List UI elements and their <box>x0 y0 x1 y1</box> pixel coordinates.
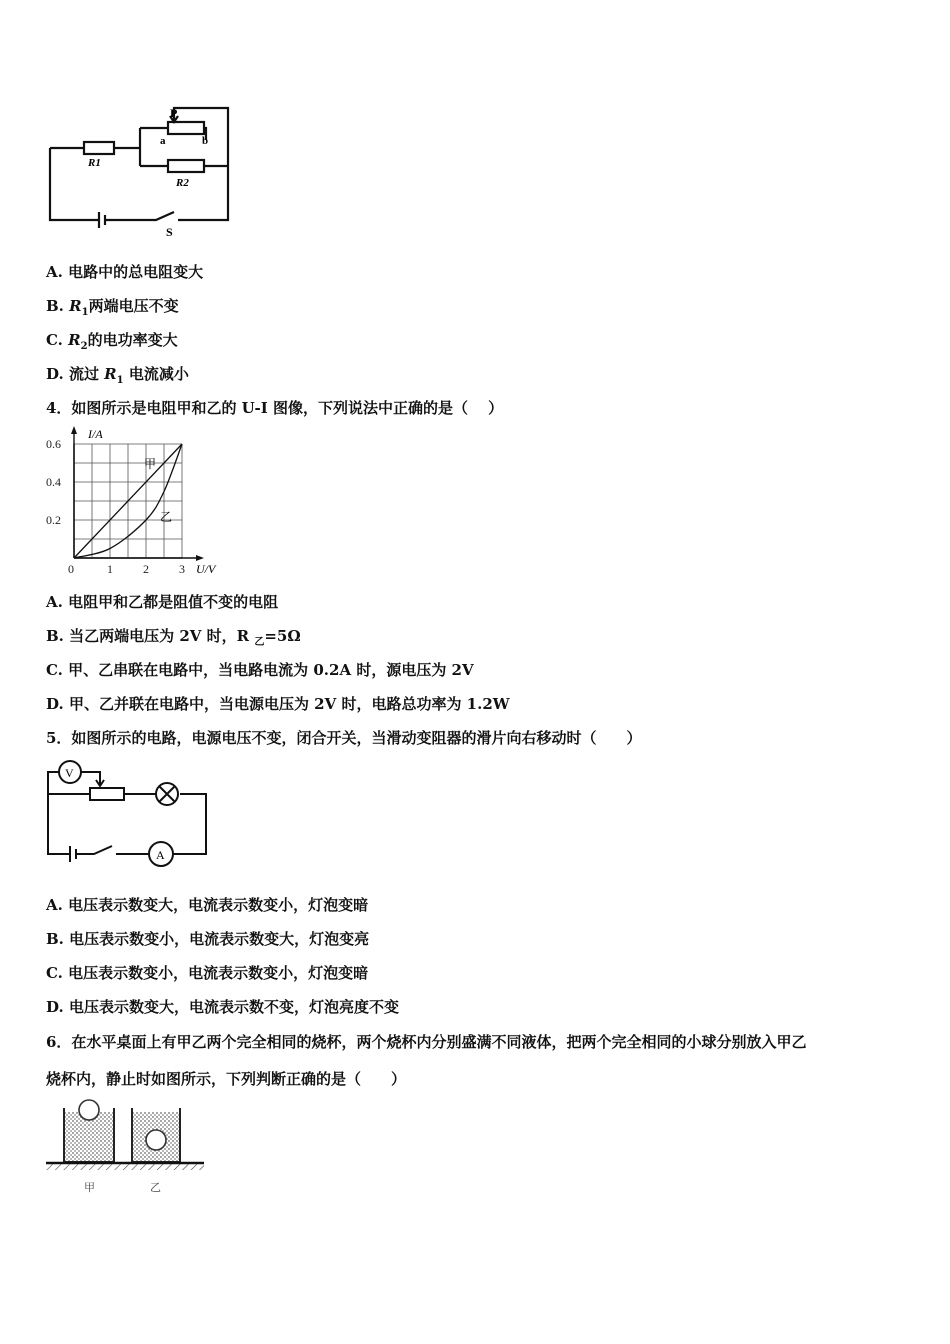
q5-stem: 5．如图所示的电路，电源电压不变，闭合开关，当滑动变阻器的滑片向右移动时（ ） <box>46 729 642 747</box>
q4-ui-chart <box>44 424 244 582</box>
x-axis-arrow <box>196 555 204 561</box>
q4-option-c: C. 甲、乙串联在电路中，当电路电流为 0.2A 时，源电压为 2V <box>46 661 474 679</box>
label-r2: R2 <box>176 177 189 189</box>
q3-option-c: C. $R_2$的电功率变大 <box>46 331 178 352</box>
y-tick-label: 0.4 <box>46 475 61 489</box>
rheostat <box>168 122 204 134</box>
r2-resistor <box>168 160 204 172</box>
label-yi: 乙 <box>150 1182 161 1194</box>
q5-option-d: D. 电压表示数变大，电流表示数不变，灯泡亮度不变 <box>46 998 399 1016</box>
x-tick-label: 0 <box>68 562 74 576</box>
ammeter-label: A <box>156 848 165 862</box>
q5-circuit-figure <box>44 758 210 874</box>
q5-option-a: A. 电压表示数变大，电流表示数变小，灯泡变暗 <box>46 896 369 914</box>
chart-y-axis-label: I/A <box>88 427 103 441</box>
y-tick-label: 0.6 <box>46 437 61 451</box>
q4-option-b: B. 当乙两端电压为 2V 时，R $_乙$=5Ω <box>46 627 301 648</box>
ball-jia <box>79 1100 99 1120</box>
q4-stem: 4．如图所示是电阻甲和乙的 U-I 图像，下列说法中正确的是（ ） <box>46 399 504 417</box>
series-label-yi: 乙 <box>160 510 173 524</box>
label-p: P <box>170 106 178 120</box>
x-tick-label: 2 <box>143 562 149 576</box>
chart-x-axis-label: U/V <box>196 562 216 576</box>
label-jia: 甲 <box>84 1182 95 1194</box>
label-r1: R1 <box>88 157 101 169</box>
table-hatch <box>46 1164 204 1170</box>
q5-option-b: B. 电压表示数变小，电流表示数变大，灯泡变亮 <box>46 930 370 948</box>
q3-option-d: D. 流过 $R_1$ 电流减小 <box>46 365 189 386</box>
slider-rheostat <box>90 788 124 800</box>
y-axis-arrow <box>71 426 77 434</box>
q6-beakers-figure <box>44 1096 208 1196</box>
label-a: a <box>160 135 166 147</box>
label-s: S <box>166 225 173 239</box>
q3-option-b: B. $R_1$两端电压不变 <box>46 297 179 318</box>
r1-resistor <box>84 142 114 154</box>
q4-option-d: D. 甲、乙并联在电路中，当电源电压为 2V 时，电路总功率为 1.2W <box>46 695 510 713</box>
y-tick-label: 0.2 <box>46 513 61 527</box>
ball-yi <box>146 1130 166 1150</box>
q5-option-c: C. 电压表示数变小，电流表示数变小，灯泡变暗 <box>46 964 369 982</box>
q6-stem-line1: 6．在水平桌面上有甲乙两个完全相同的烧杯，两个烧杯内分别盛满不同液体，把两个完全相同的小球分别放入甲乙 <box>46 1033 807 1051</box>
q3-option-a: A. 电路中的总电阻变大 <box>46 263 204 281</box>
q4-option-a: A. 电阻甲和乙都是阻值不变的电阻 <box>46 593 279 611</box>
series-label-jia: 甲 <box>144 457 157 471</box>
x-tick-label: 3 <box>179 562 185 576</box>
q6-stem-line2: 烧杯内，静止时如图所示，下列判断正确的是（ ） <box>46 1070 407 1088</box>
voltmeter-label: V <box>65 766 74 780</box>
q3-circuit-figure <box>44 102 244 242</box>
x-tick-label: 1 <box>107 562 113 576</box>
label-b: b <box>202 135 209 147</box>
